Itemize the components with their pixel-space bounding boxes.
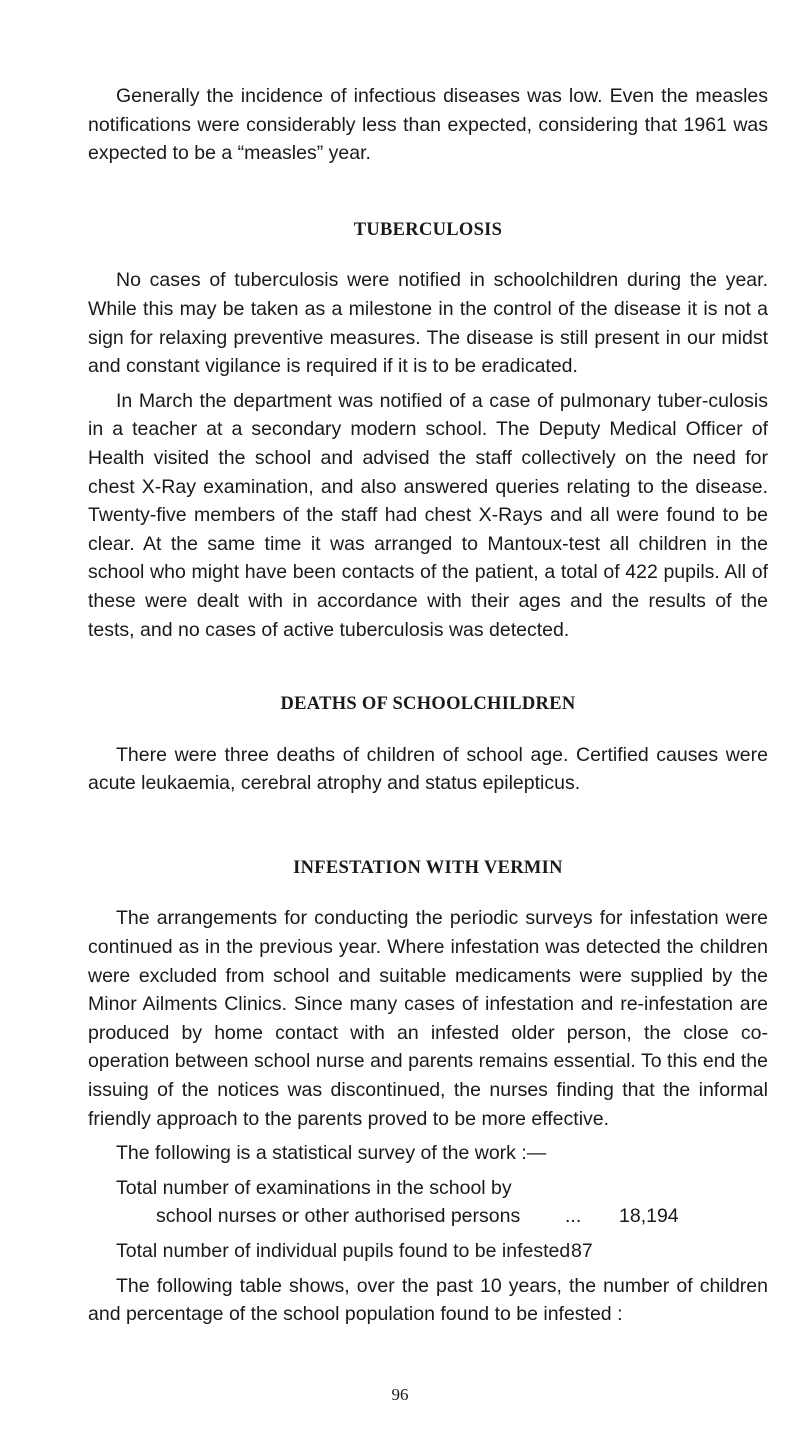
deaths-paragraph: There were three deaths of children of school age. Certified causes were acute leukaemia, cerebral atrophy and status epilepticus. — [88, 743, 768, 795]
stat-infested-value: 87 — [571, 1240, 593, 1262]
stat-infested-label: Total number of individual pupils found to be infested — [116, 1240, 571, 1262]
stat-examinations-label: Total number of examinations in the school by — [116, 1176, 512, 1199]
deaths-heading: DEATHS OF SCHOOLCHILDREN — [280, 694, 576, 715]
leader-dots: ... — [565, 1205, 582, 1228]
tuberculosis-heading: TUBERCULOSIS — [353, 219, 503, 240]
intro-paragraph: Generally the incidence of infectious diseases was low. Even the measles notifications were considerably less than expected, considering that 1961 was expected to be a “measles” year. — [88, 85, 768, 165]
stat-examinations-row — [88, 1202, 768, 1231]
document-page — [88, 82, 768, 1329]
stat-examinations-value: 18,194 — [619, 1205, 679, 1228]
stat-infested-row — [88, 1237, 768, 1266]
stat-examinations-label-line1 — [88, 1174, 768, 1203]
survey-intro: The following is a statistical survey of the work :— — [116, 1142, 547, 1165]
table-intro-paragraph: The following table shows, over the past 10 years, the number of children and percentage of the school population found to be infested : — [88, 1274, 768, 1326]
tuberculosis-paragraph-1: No cases of tuberculosis were notified in schoolchildren during the year. While this may be taken as a milestone in the control of the disease it is not a sign for relaxing preventive measures. The disease is still present in our midst and constant vigilance is required if it is to be eradicated. — [88, 269, 768, 378]
page-number: 96 — [391, 1385, 409, 1404]
vermin-paragraph: The arrangements for conducting the periodic surveys for infestation were continued as in the previous year. Where infestation was detected the children were excluded from school and suitable medicaments were supplied by the Minor Ailments Clinics. Since many cases of infestation and re-infestation are produced by home contact with an infested older person, the close co-operation between school nurse and parents remains essential. To this end the issuing of the notices was discontinued, the nurses finding that the informal friendly approach to the parents proved to be more effective. — [88, 907, 768, 1130]
tuberculosis-paragraph-2: In March the department was notified of a case of pulmonary tuber-culosis in a teacher at a secondary modern school. The Deputy Medical Officer of Health visited the school and advised the staff collectively on the need for chest X-Ray examination, and also answered queries relating to the disease. Twenty-five members of the staff had chest X-Rays and all were found to be clear. At the same time it was arranged to Mantoux-test all children in the school who might have been contacts of the patient, a total of 422 pupils. All of these were dealt with in accordance with their ages and the results of the tests, and no cases of active tuberculosis was detected. — [88, 389, 768, 641]
vermin-heading: INFESTATION WITH VERMIN — [293, 857, 563, 878]
stat-examinations-label-cont: school nurses or other authorised persons — [156, 1205, 521, 1228]
